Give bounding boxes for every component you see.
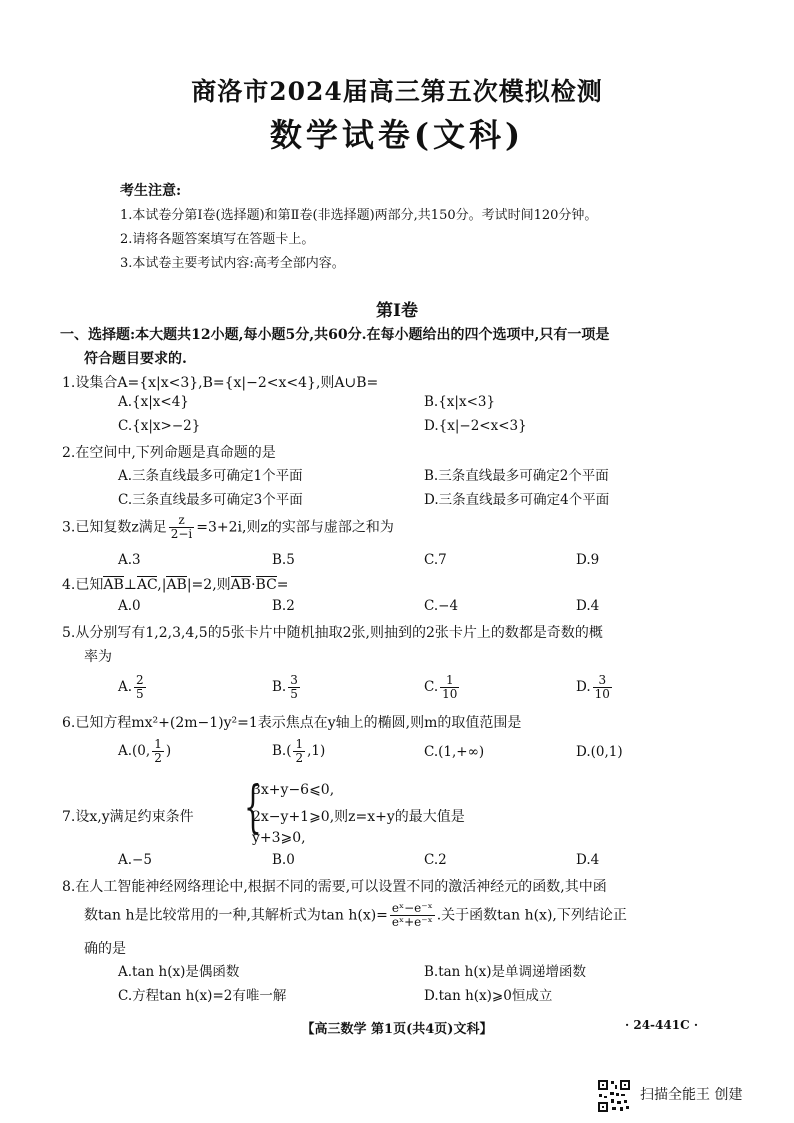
q4-option-d: D.4 xyxy=(576,598,600,614)
q4-vector: AB xyxy=(166,577,187,593)
q8-option-b: B.tan h(x)是单调递增函数 xyxy=(424,964,587,980)
q5-a-label: A. xyxy=(118,679,133,695)
q7-constraint-3: y+3⩾0, xyxy=(252,830,306,846)
question-8-stem-cont xyxy=(84,902,627,929)
q7-option-a: A.−5 xyxy=(118,852,152,868)
q8-numerator: eˣ−e⁻ˣ xyxy=(391,901,433,915)
part-instruction: 一、选择题:本大题共12小题,每小题5分,共60分.在每小题给出的四个选项中,只有一项是 xyxy=(60,327,610,343)
q4-part: 4.已知 xyxy=(62,577,104,593)
q3-denominator: 2−i xyxy=(170,527,193,541)
q5-d-num: 3 xyxy=(593,674,612,688)
q4-vector: AC xyxy=(136,577,158,593)
q6-b-post: ,1) xyxy=(307,743,326,759)
part-instruction-cont: 符合题目要求的. xyxy=(84,351,187,367)
q1-option-a: A.{x|x<4} xyxy=(118,394,189,410)
q5-b-fraction xyxy=(288,674,300,701)
question-3-stem xyxy=(62,514,394,541)
q3-option-d: D.9 xyxy=(576,552,600,568)
q6-b-pre: B.( xyxy=(272,743,292,759)
q7-constraint-1: 3x+y−6⩽0, xyxy=(252,782,335,798)
q6-a-num: 1 xyxy=(154,737,162,751)
q4-option-c: C.−4 xyxy=(424,598,459,614)
qr-code-icon xyxy=(597,1079,631,1113)
q2-option-c: C.三条直线最多可确定3个平面 xyxy=(118,492,303,508)
paper-code: · 24-441C · xyxy=(625,1018,698,1032)
q5-d-label: D. xyxy=(576,679,591,695)
q4-part: · xyxy=(251,577,256,593)
q2-option-a: A.三条直线最多可确定1个平面 xyxy=(118,468,303,484)
q6-a-pre: A.(0, xyxy=(118,743,151,759)
exam-title: 商洛市2024届高三第五次模拟检测 xyxy=(191,77,603,106)
q7-option-b: B.0 xyxy=(272,852,295,868)
q4-part: ⊥ xyxy=(123,577,137,593)
q7-brace: { xyxy=(244,775,262,840)
q1-option-b: B.{x|x<3} xyxy=(424,394,496,410)
question-7-stem: 7.设x,y满足约束条件 xyxy=(62,809,194,825)
q6-option-a xyxy=(118,738,171,765)
section-title: 第Ⅰ卷 xyxy=(376,301,418,321)
q5-a-den: 5 xyxy=(136,687,144,701)
q7-constraint-2: 2x−y+1⩾0,则z=x+y的最大值是 xyxy=(252,809,465,825)
q5-d-den: 10 xyxy=(594,687,610,701)
q3-option-a: A.3 xyxy=(118,552,141,568)
question-5-stem-cont: 率为 xyxy=(84,649,112,665)
q5-c-num: 1 xyxy=(440,674,459,688)
q4-option-a: A.0 xyxy=(118,598,141,614)
q3-fraction xyxy=(169,514,195,541)
q6-option-c: C.(1,+∞) xyxy=(424,744,485,760)
notice-item: 1.本试卷分第Ⅰ卷(选择题)和第Ⅱ卷(非选择题)两部分,共150分。考试时间120分钟。 xyxy=(120,208,598,223)
q3-option-c: C.7 xyxy=(424,552,447,568)
q7-option-d: D.4 xyxy=(576,852,600,868)
notice-item: 2.请将各题答案填写在答题卡上。 xyxy=(120,232,315,247)
q4-option-b: B.2 xyxy=(272,598,295,614)
q3-numerator: z xyxy=(169,514,195,528)
q5-b-label: B. xyxy=(272,679,287,695)
q5-option-a xyxy=(118,674,148,701)
q8-denominator: eˣ+e⁻ˣ xyxy=(391,915,433,929)
question-4-stem xyxy=(62,574,289,594)
q3-option-b: B.5 xyxy=(272,552,295,568)
q8-fraction xyxy=(390,902,435,929)
q4-part: ,| xyxy=(157,577,167,593)
q5-c-den: 10 xyxy=(442,687,458,701)
q5-b-num: 3 xyxy=(290,673,298,687)
q6-option-b xyxy=(272,738,325,765)
q3-stem-post: =3+2i,则z的实部与虚部之和为 xyxy=(196,519,394,536)
question-2-stem: 2.在空间中,下列命题是真命题的是 xyxy=(62,445,276,461)
q4-vector: BC xyxy=(255,577,277,593)
q5-d-fraction xyxy=(593,674,612,701)
q2-option-d: D.三条直线最多可确定4个平面 xyxy=(424,492,610,508)
q6-option-d: D.(0,1) xyxy=(576,744,623,760)
q4-vector: AB xyxy=(103,577,124,593)
q8-line2-pre: 数tan h是比较常用的一种,其解析式为tan h(x)= xyxy=(84,907,388,924)
q5-c-fraction xyxy=(440,674,459,701)
scanner-watermark: 扫描全能王 创建 xyxy=(640,1087,743,1103)
page-footer: 【高三数学 第1页(共4页)文科】 xyxy=(301,1022,493,1037)
question-6-stem: 6.已知方程mx²+(2m−1)y²=1表示焦点在y轴上的椭圆,则m的取值范围是 xyxy=(62,715,522,731)
q5-option-c xyxy=(424,674,461,701)
q8-option-c: C.方程tan h(x)=2有唯一解 xyxy=(118,988,287,1004)
q6-a-post: ) xyxy=(165,743,172,759)
q7-option-c: C.2 xyxy=(424,852,447,868)
q5-b-den: 5 xyxy=(290,687,298,701)
question-8-stem-end: 确的是 xyxy=(84,941,126,957)
q5-option-b xyxy=(272,674,302,701)
question-1-stem: 1.设集合A={x|x<3},B={x|−2<x<4},则A∪B= xyxy=(62,375,379,391)
q6-b-den: 2 xyxy=(295,751,304,765)
q5-option-d xyxy=(576,674,614,701)
q4-part: = xyxy=(276,577,289,593)
q6-b-fraction xyxy=(293,738,305,765)
q4-part: |=2,则 xyxy=(186,577,231,593)
exam-subtitle: 数学试卷(文科) xyxy=(269,116,525,154)
q6-b-num: 1 xyxy=(295,737,304,751)
notice-item: 3.本试卷主要考试内容:高考全部内容。 xyxy=(120,256,345,271)
q1-option-c: C.{x|x>−2} xyxy=(118,418,201,434)
notice-heading: 考生注意: xyxy=(120,183,182,199)
q5-a-fraction xyxy=(134,674,146,701)
q5-a-num: 2 xyxy=(136,673,144,687)
q2-option-b: B.三条直线最多可确定2个平面 xyxy=(424,468,609,484)
q8-option-a: A.tan h(x)是偶函数 xyxy=(118,964,240,980)
q6-a-den: 2 xyxy=(154,751,162,765)
q6-a-fraction xyxy=(152,738,164,765)
q8-option-d: D.tan h(x)⩾0恒成立 xyxy=(424,988,553,1004)
q8-line2-post: .关于函数tan h(x),下列结论正 xyxy=(436,907,627,924)
question-8-stem: 8.在人工智能神经网络理论中,根据不同的需要,可以设置不同的激活神经元的函数,其中函 xyxy=(62,879,607,895)
q1-option-d: D.{x|−2<x<3} xyxy=(424,418,527,434)
q5-c-label: C. xyxy=(424,679,439,695)
q3-stem-pre: 3.已知复数z满足 xyxy=(62,519,167,536)
question-5-stem: 5.从分别写有1,2,3,4,5的5张卡片中随机抽取2张,则抽到的2张卡片上的数都是奇数的概 xyxy=(62,625,603,641)
q4-vector: AB xyxy=(230,577,252,593)
